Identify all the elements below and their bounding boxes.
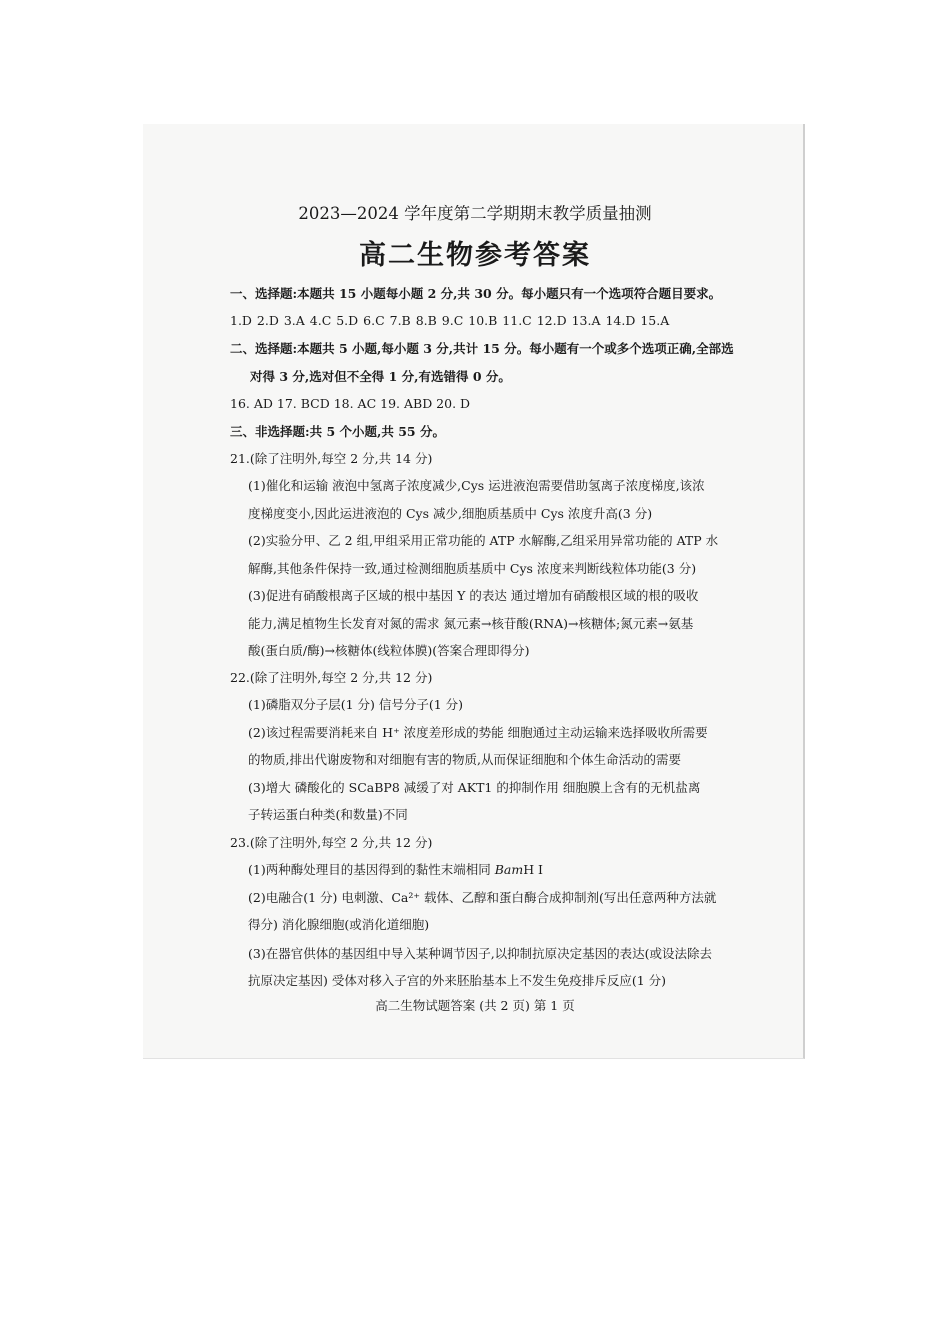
section3-heading: 三、非选择题:共 5 个小题,共 55 分。 [230, 424, 445, 439]
section1-heading: 一、选择题:本题共 15 小题每小题 2 分,共 30 分。每小题只有一个选项符合题目要求。 [230, 286, 722, 301]
section2-answers: 16. AD 17. BCD 18. AC 19. ABD 20. D [230, 396, 471, 411]
q21-part1-line1: (1)催化和运输 液泡中氢离子浓度减少,Cys 运进液泡需要借助氢离子浓度梯度,该浓 [248, 478, 705, 493]
q22-part2-line1: (2)该过程需要消耗来自 H⁺ 浓度差形成的势能 细胞通过主动运输来选择吸收所需要 [248, 725, 708, 740]
q21-part1-line2: 度梯度变小,因此运进液泡的 Cys 减少,细胞质基质中 Cys 浓度升高(3 分) [248, 506, 653, 521]
q23-heading: 23.(除了注明外,每空 2 分,共 12 分) [230, 835, 433, 850]
q22-part3-line2: 子转运蛋白种类(和数量)不同 [248, 807, 408, 822]
q23-part1-line1 [248, 861, 543, 879]
section2-heading-line2: 对得 3 分,选对但不全得 1 分,有选错得 0 分。 [250, 369, 511, 384]
page-footer: 高二生物试题答案 (共 2 页) 第 1 页 [375, 998, 575, 1013]
q23-part2-line2: 得分) 消化腺细胞(或消化道细胞) [248, 917, 430, 932]
section1-answers: 1.D 2.D 3.A 4.C 5.D 6.C 7.B 8.B 9.C 10.B 11.C 12.D 13.A 14.D 15.A [230, 313, 670, 328]
enzyme-name-suffix: H Ⅰ [523, 862, 543, 877]
q21-heading: 21.(除了注明外,每空 2 分,共 14 分) [230, 451, 433, 466]
q23-part3-line1: (3)在器官供体的基因组中导入某种调节因子,以抑制抗原决定基因的表达(或设法除去 [248, 946, 713, 961]
q21-part2-line2: 解酶,其他条件保持一致,通过检测细胞质基质中 Cys 浓度来判断线粒体功能(3 分) [248, 561, 697, 576]
q22-part3-line1: (3)增大 磷酸化的 SCaBP8 减缓了对 AKT1 的抑制作用 细胞膜上含有的无机盐离 [248, 780, 701, 795]
q22-part1-line1: (1)磷脂双分子层(1 分) 信号分子(1 分) [248, 697, 464, 712]
section2-heading-line1: 二、选择题:本题共 5 小题,每小题 3 分,共计 15 分。每小题有一个或多个选项正确,全部选 [230, 341, 734, 356]
q23-part2-line1: (2)电融合(1 分) 电刺激、Ca²⁺ 载体、乙醇和蛋白酶合成抑制剂(写出任意两种方法就 [248, 890, 717, 905]
q21-part3-line3: 酸(蛋白质/酶)→核糖体(线粒体膜)(答案合理即得分) [248, 643, 530, 658]
q21-part2-line1: (2)实验分甲、乙 2 组,甲组采用正常功能的 ATP 水解酶,乙组采用异常功能的 ATP 水 [248, 533, 719, 548]
enzyme-name-italic: Bam [494, 862, 524, 877]
q21-part3-line1: (3)促进有硝酸根离子区域的根中基因 Y 的表达 通过增加有硝酸根区域的根的吸收 [248, 588, 699, 603]
exam-subtitle: 2023—2024 学年度第二学期期末教学质量抽测 [298, 204, 652, 223]
q23-part1-text: (1)两种酶处理目的基因得到的黏性末端相同 [248, 862, 495, 877]
q22-heading: 22.(除了注明外,每空 2 分,共 12 分) [230, 670, 433, 685]
q23-part3-line2: 抗原决定基因) 受体对移入子宫的外来胚胎基本上不发生免疫排斥反应(1 分) [248, 973, 667, 988]
page-title: 高二生物参考答案 [359, 240, 591, 271]
q21-part3-line2: 能力,满足植物生长发育对氮的需求 氮元素→核苷酸(RNA)→核糖体;氮元素→氨基 [248, 616, 694, 631]
q22-part2-line2: 的物质,排出代谢废物和对细胞有害的物质,从而保证细胞和个体生命活动的需要 [248, 752, 681, 767]
